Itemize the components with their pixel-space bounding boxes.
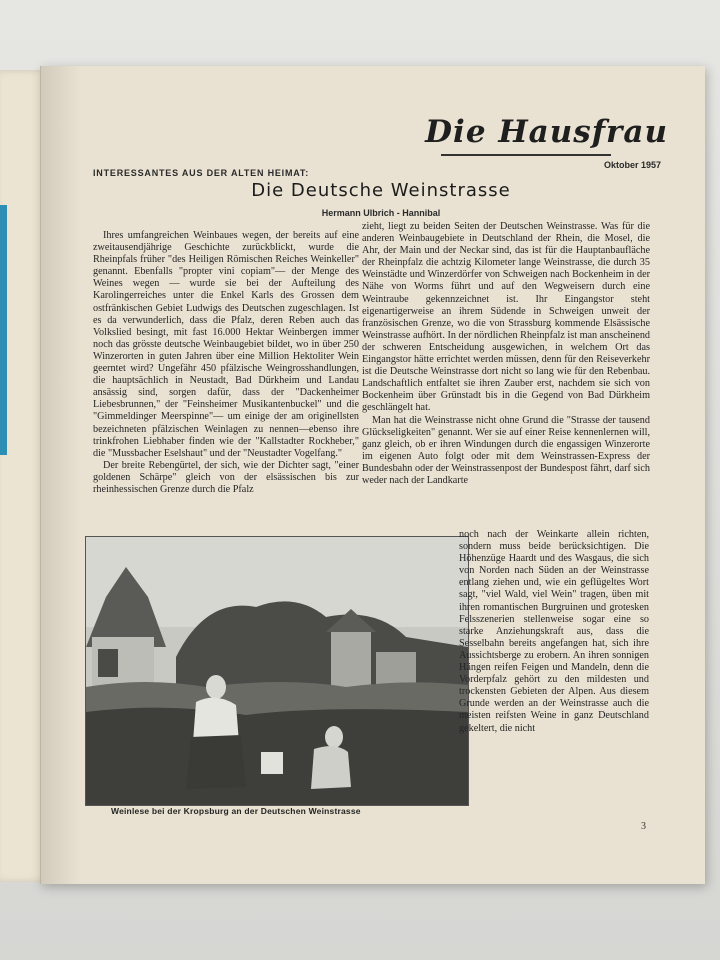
article-column-3	[459, 529, 649, 735]
magazine-page	[40, 66, 705, 884]
paragraph: Der breite Rebengürtel, der sich, wie der Dichter sagt, "einer goldenen Schärpe" gleich von der elsässischen bis zur rheinhessischen Grenze durch die Pfalz	[93, 459, 359, 495]
article-title: Die Deutsche Weinstrasse	[251, 180, 511, 201]
masthead-rule	[441, 154, 611, 156]
paragraph: Ihres umfangreichen Weinbaues wegen, der bereits auf eine zweitausendjährige Geschichte zurückblickt, wurde die Rheinpfals früher "des Heiligen Römischen Reiches Weinkeller" genannt. Ebenfalls "propter vini copiam"— der Menge des Weines wegen — wurde sie bei der Aufteilung des Karolingerreiches unter die Enkel Karls des Grossen dem ostfränkischen Gebiet Ludwigs des Deutschen zugeschlagen. Ist es da verwunderlich, dass die Pfalz, deren Reben auch das Volkslied besingt, mit fast 16.000 Hektar Weinbergen immer noch das grösste deutsche Weinbaugebiet bildet, wo in über 250 Winzerorten in guten Jahren über eine Million Hektoliter Wein geerntet wird? Ungefähr 450 pfälzische Weingrosshandlungen, die hauptsächlich in Neustadt, Bad Dürkheim und Landau ansässig sind, sorgen dafür, dass der "Dackenheimer Liebesbrunnen," der "Feinsheimer Musikantenbuckel" und die "Gimmeldinger Meerspinne"— um einige der am originellsten bezeichneten pfälzischen Weinlagen zu nennen—ebenso ihre trinkfrohen Liebhaber finden wie der "Kallstadter Rockheber," die "Mussbacher Eselshaut" und der "Neustadter Vogelfang."	[93, 230, 359, 459]
photo-caption: Weinlese bei der Kropsburg an der Deutschen Weinstrasse	[111, 806, 361, 816]
vineyard-photo	[85, 536, 469, 806]
page-gutter-shadow	[41, 66, 81, 884]
issue-date: Oktober 1957	[603, 160, 661, 170]
section-label: INTERESSANTES AUS DER ALTEN HEIMAT:	[93, 168, 310, 178]
paragraph: noch nach der Weinkarte allein richten, sondern muss beide berücksichtigen. Die Höhenzüge Haardt und des Wasgaus, die sich von Norden nach Süden an der Weinstrasse entlang ziehen und, wie ein geflügeltes Wort sagt, "viel Wald, viel Wein" tragen, üben mit ihren romantischen Burgruinen und grotesken Felsszenerien stellenweise sogar eine so starke Anziehungskraft aus, dass die Sesselbahn bereits angefangen hat, sich ihre Aussichtsberge zu erobern. An ihren sonnigen Hängen reifen Feigen und Mandeln, denn die Vorderpfalz gehört zu den mildesten und trockensten Gebieten der Alpen. Aus diesem Grunde werden an der Weinstrasse auch die meisten reifsten Weine in ganz Deutschland gekeltert, die nicht	[459, 529, 649, 734]
paragraph: Man hat die Weinstrasse nicht ohne Grund die "Strasse der tausend Glückseligkeiten" genannt. Wer sie auf einer Reise kennenlernen will, ganz gleich, ob er ihren Windungen durch die engassigen Winzerorte im eigenen Auto folgt oder mit dem Weinstrassen-Express der Bundesbahn oder der Weinstrassenpost der Bundespost fährt, darf sich weder nach der Landkarte	[362, 414, 650, 486]
article-byline: Hermann Ulbrich - Hannibal	[321, 208, 441, 218]
page-number: 3	[641, 821, 646, 832]
article-column-2	[362, 221, 650, 487]
left-page-color-strip	[0, 205, 7, 455]
article-column-1	[93, 230, 359, 496]
paragraph: zieht, liegt zu beiden Seiten der Deutschen Weinstrasse. Was für die anderen Weinbaugebiete in Deutschland der Rhein, die Mosel, die Ahr, der Main und der Neckar sind, das ist für die Hauptanbaufläche der Rheinpfalz die achtzig Kilometer lange Weinstrasse, die durch 35 Weinstädte und Winzerdörfer von Schweigen nach Bockenheim in der Nähe von Worms führt und auf den Wegweisern durch eine Weintraube gekennzeichnet ist. Ihr Eingangstor steht eigenartigerweise an ihrem Südende in Schweigen unweit der französischen Grenze, wo die von Strassburg kommende Elsässische Weinstrasse aufhört. In der nördlichen Rheinpfalz ist man anscheinend der schweren Entscheidung ausgewichen, in welchem Ort das Eingangstor hätte errichtet werden müssen, denn für den Reiseverkehr ist die Deutsche Weinstrasse dort nicht so lang wie für den Rebenbau. Landschaftlich entfaltet sie ihren Zauber erst, nachdem sie sich von Bockenheim über Grünstadt bis in die Gegend von Bad Dürkheim geschlängelt hat.	[362, 221, 651, 414]
magazine-masthead: Die Hausfrau	[425, 114, 668, 150]
